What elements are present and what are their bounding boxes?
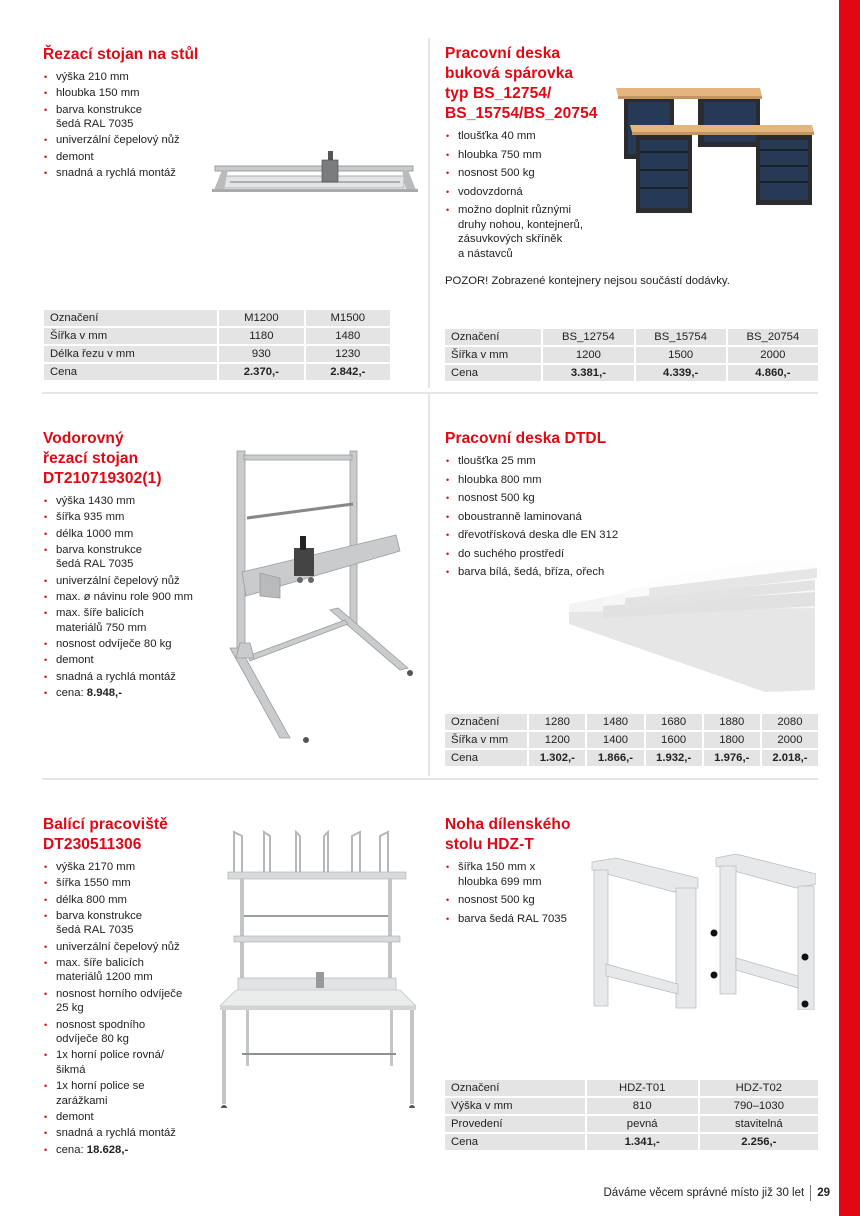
table-price-row [445, 365, 818, 381]
cell-value: 3.381,- [543, 365, 633, 381]
feature-item: • univerzální čepelový nůž [43, 940, 213, 955]
workbench-legs-image [586, 854, 816, 1010]
page-footer [560, 1185, 830, 1201]
product-title-line: buková spárovka [445, 65, 574, 82]
price-value: 18.628,- [86, 1143, 129, 1156]
product-title: Řezací stojan na stůl [43, 46, 199, 63]
table-price-row [445, 1134, 818, 1150]
row-label: Označení [445, 714, 527, 730]
cell-value: 810 [587, 1098, 698, 1114]
table-header-row [44, 310, 390, 326]
row-label: Šířka v mm [445, 732, 527, 748]
product-title: Pracovní deska DTDL [445, 430, 607, 447]
cell-value: stavitelná [700, 1116, 818, 1132]
table-row [445, 732, 818, 748]
cell-value: 1.302,- [529, 750, 585, 766]
feature-item: • snadná a rychlá montáž [43, 670, 213, 685]
cell-value: 2080 [762, 714, 818, 730]
feature-item: • barva konstrukce šedá RAL 7035 [43, 103, 423, 132]
spec-table [443, 1078, 820, 1152]
cell-value: pevná [587, 1116, 698, 1132]
cell-value: 1230 [306, 346, 390, 362]
spec-table [443, 327, 820, 383]
cell-value: 2.842,- [306, 364, 390, 380]
feature-item: • barva bílá, šedá, bříza, ořech [445, 565, 815, 580]
column-divider [428, 38, 430, 388]
spec-table [42, 308, 392, 382]
feature-item: • hloubka 150 mm [43, 86, 423, 101]
feature-item: • oboustranně laminovaná [445, 510, 815, 525]
feature-list [43, 494, 213, 700]
cell-value: 1180 [219, 328, 303, 344]
cell-value: 1200 [529, 732, 585, 748]
product-packing-station [43, 815, 213, 1159]
feature-item: • nosnost horního odvíječe 25 kg [43, 987, 213, 1016]
spec-table [443, 712, 820, 768]
row-label: Šířka v mm [445, 347, 541, 363]
feature-item: • do suchého prostředí [445, 547, 815, 562]
feature-item: • nosnost 500 kg [445, 166, 615, 181]
cell-value: 1.866,- [587, 750, 643, 766]
row-label: Cena [445, 750, 527, 766]
feature-item: • nosnost odvíječe 80 kg [43, 637, 213, 652]
cell-value: 1880 [704, 714, 760, 730]
feature-item: • max. ø návinu role 900 mm [43, 590, 213, 605]
cell-value: 2.018,- [762, 750, 818, 766]
feature-item: • barva konstrukce šedá RAL 7035 [43, 543, 213, 572]
beech-workbench-image [612, 84, 817, 216]
feature-item: • délka 1000 mm [43, 527, 213, 542]
feature-list [445, 129, 615, 261]
feature-item: • vodovzdorná [445, 185, 615, 200]
row-label: Provedení [445, 1116, 585, 1132]
feature-item: • max. šíře balicích materiálů 1200 mm [43, 956, 213, 985]
product-title-line: Vodorovný [43, 430, 124, 447]
row-divider [42, 392, 818, 394]
feature-item: • nosnost 500 kg [445, 491, 815, 506]
feature-item: • tloušťka 25 mm [445, 454, 815, 469]
row-label: Cena [445, 365, 541, 381]
row-label: Cena [44, 364, 217, 380]
product-title [445, 815, 615, 855]
product-title [445, 44, 615, 124]
table-header-row [445, 1080, 818, 1096]
product-title-line: Balící pracoviště [43, 816, 168, 833]
price-item [43, 686, 213, 701]
cell-value: 1400 [587, 732, 643, 748]
cell-value: 1200 [543, 347, 633, 363]
table-cutting-stand-image [210, 148, 420, 198]
row-divider [42, 778, 818, 780]
product-beech-workbench [445, 44, 615, 265]
cell-value: 2000 [728, 347, 818, 363]
product-title-line: Pracovní deska [445, 45, 561, 62]
feature-item: • hloubka 750 mm [445, 148, 615, 163]
feature-item: • demont [43, 150, 423, 165]
cell-value: 1.341,- [587, 1134, 698, 1150]
table-row [445, 1116, 818, 1132]
table-price-row [44, 364, 390, 380]
product-title-line: DT230511306 [43, 836, 142, 853]
row-label: Šířka v mm [44, 328, 217, 344]
product-horizontal-cutting-stand [43, 429, 213, 702]
feature-item: • 1x horní police rovná/ šikmá [43, 1048, 213, 1077]
footer-slogan: Dáváme věcem správné místo již 30 let [603, 1187, 805, 1199]
feature-item: • hloubka 800 mm [445, 473, 815, 488]
table-header-row [445, 329, 818, 345]
row-label: Výška v mm [445, 1098, 585, 1114]
price-item [43, 1143, 213, 1158]
cell-value: 790–1030 [700, 1098, 818, 1114]
cell-value: BS_20754 [728, 329, 818, 345]
horizontal-cutting-stand-image [220, 448, 420, 744]
cell-value: 1480 [587, 714, 643, 730]
price-value: 8.948,- [86, 686, 122, 699]
cell-value: 2.256,- [700, 1134, 818, 1150]
cell-value: 1.932,- [646, 750, 702, 766]
feature-item: • délka 800 mm [43, 893, 213, 908]
table-row [44, 328, 390, 344]
feature-item: • výška 210 mm [43, 70, 423, 85]
cell-value: 1800 [704, 732, 760, 748]
laminated-boards-image [565, 560, 820, 692]
product-title [43, 429, 213, 489]
cell-value: HDZ-T01 [587, 1080, 698, 1096]
cell-value: 1680 [646, 714, 702, 730]
feature-item: • výška 2170 mm [43, 860, 213, 875]
feature-item: • barva šedá RAL 7035 [445, 912, 615, 927]
row-label: Délka řezu v mm [44, 346, 217, 362]
feature-item: • barva konstrukce šedá RAL 7035 [43, 909, 213, 938]
feature-item: • dřevotřísková deska dle EN 312 [445, 528, 815, 543]
cell-value: 1280 [529, 714, 585, 730]
cell-value: M1200 [219, 310, 303, 326]
feature-item: • nosnost spodního odvíječe 80 kg [43, 1018, 213, 1047]
cell-value: M1500 [306, 310, 390, 326]
product-title [43, 815, 213, 855]
feature-item: • univerzální čepelový nůž [43, 133, 423, 148]
cell-value: 1600 [646, 732, 702, 748]
feature-item: • univerzální čepelový nůž [43, 574, 213, 589]
product-title-line: řezací stojan [43, 450, 139, 467]
product-title-line: Noha dílenského [445, 816, 571, 833]
feature-item: • max. šíře balicích materiálů 750 mm [43, 606, 213, 635]
feature-item: • snadná a rychlá montáž [43, 166, 423, 181]
table-row [44, 346, 390, 362]
cell-value: 930 [219, 346, 303, 362]
cell-value: 4.860,- [728, 365, 818, 381]
row-label: Označení [445, 329, 541, 345]
feature-item: • nosnost 500 kg [445, 893, 615, 908]
feature-item: • tloušťka 40 mm [445, 129, 615, 144]
price-label: cena: [56, 686, 87, 699]
product-title-line: DT210719302(1) [43, 470, 162, 487]
row-label: Označení [44, 310, 217, 326]
product-title-line: BS_15754/BS_20754 [445, 105, 598, 122]
feature-item: • možno doplnit různými druhy nohou, kontejnerů, zásuvkových skříněk a nástavců [445, 203, 615, 261]
table-row [445, 347, 818, 363]
packing-station-image [212, 828, 422, 1108]
cell-value: 2000 [762, 732, 818, 748]
cell-value: BS_15754 [636, 329, 726, 345]
cell-value: 1480 [306, 328, 390, 344]
cell-value: 1500 [636, 347, 726, 363]
feature-item: • šířka 935 mm [43, 510, 213, 525]
feature-item: • šířka 150 mm x hloubka 699 mm [445, 860, 615, 889]
product-title-line: typ BS_12754/ [445, 85, 552, 102]
row-label: Označení [445, 1080, 585, 1096]
feature-item: • snadná a rychlá montáž [43, 1126, 213, 1141]
footer-divider [810, 1185, 811, 1201]
feature-item: • výška 1430 mm [43, 494, 213, 509]
cell-value: 1.976,- [704, 750, 760, 766]
table-row [445, 1098, 818, 1114]
feature-item: • demont [43, 1110, 213, 1125]
feature-item: • 1x horní police se zarážkami [43, 1079, 213, 1108]
price-label: cena: [56, 1143, 87, 1156]
product-title-line: stolu HDZ-T [445, 836, 534, 853]
cell-value: 2.370,- [219, 364, 303, 380]
feature-item: • demont [43, 653, 213, 668]
cell-value: 4.339,- [636, 365, 726, 381]
feature-item: • šířka 1550 mm [43, 876, 213, 891]
warning-note: POZOR! Zobrazené kontejnery nejsou součástí dodávky. [445, 275, 730, 287]
column-divider [428, 394, 430, 776]
page-edge-bar [839, 0, 860, 1216]
row-label: Cena [445, 1134, 585, 1150]
cell-value: HDZ-T02 [700, 1080, 818, 1096]
page-number: 29 [817, 1187, 830, 1199]
cell-value: BS_12754 [543, 329, 633, 345]
table-price-row [445, 750, 818, 766]
feature-list [43, 860, 213, 1157]
table-header-row [445, 714, 818, 730]
